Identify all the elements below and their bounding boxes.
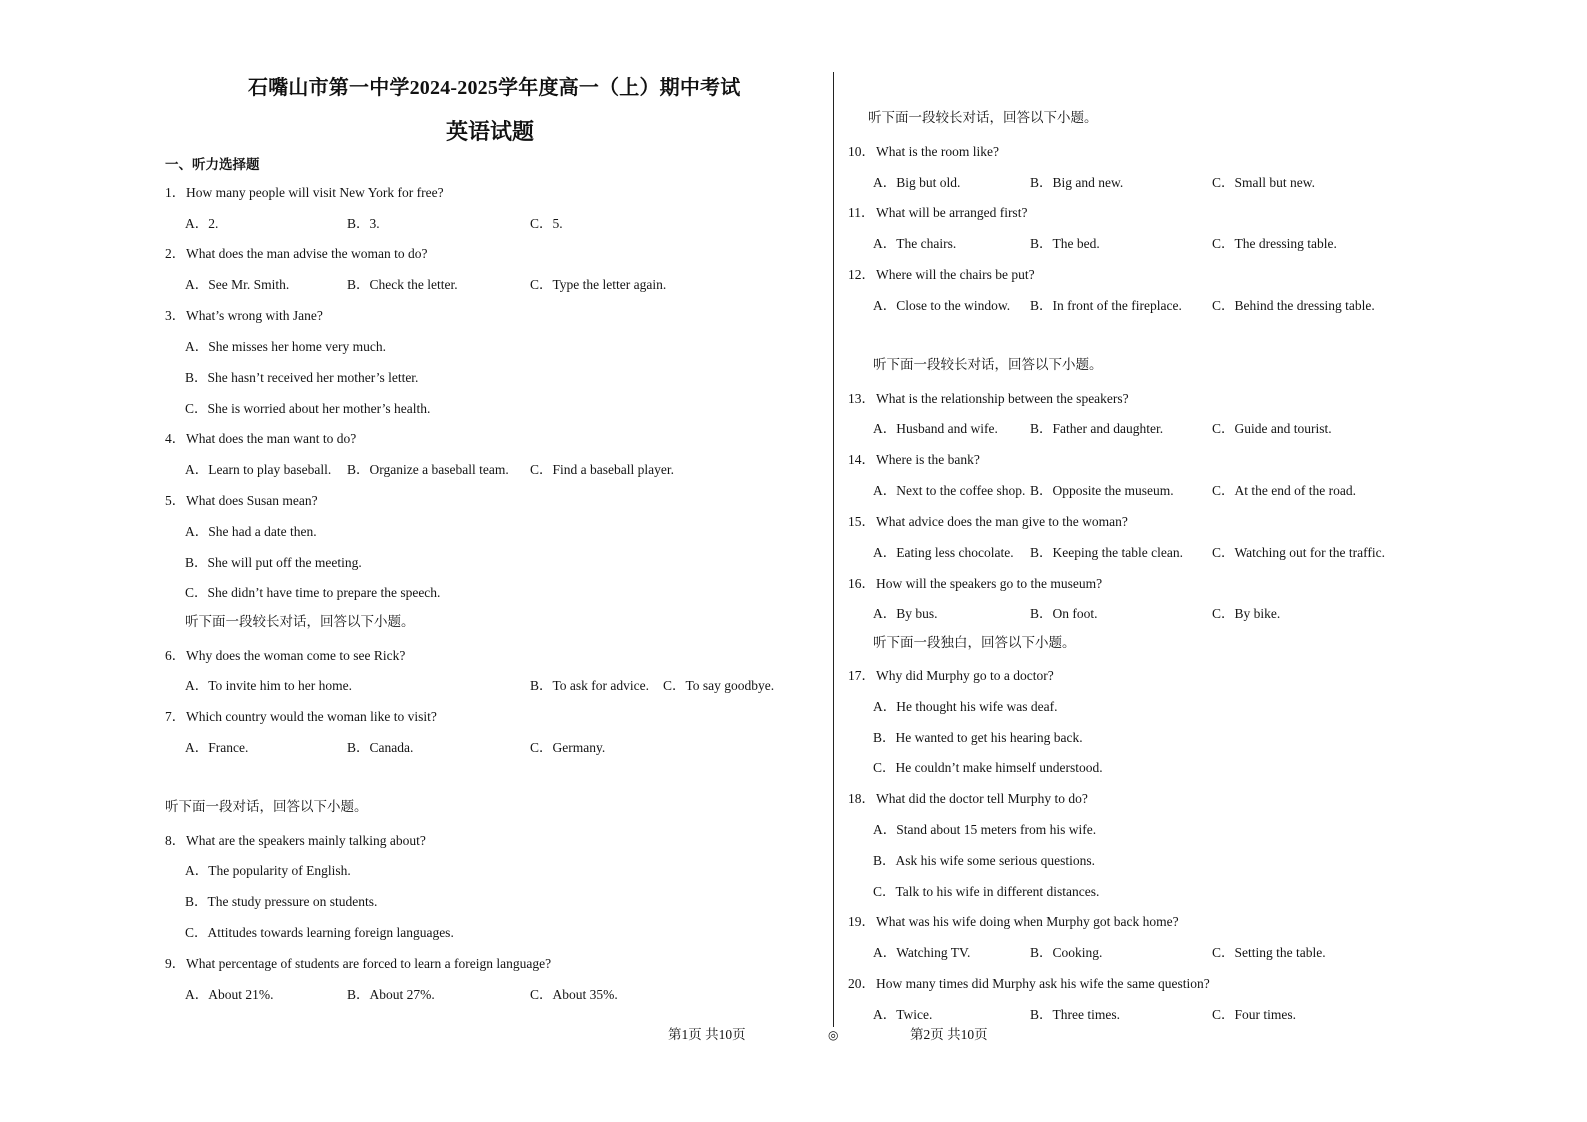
option-b: B．The study pressure on students.: [185, 894, 378, 909]
question-number: 14．: [848, 452, 875, 467]
option-b: B．Three times.: [1030, 1007, 1120, 1022]
section-heading: 一、听力选择题: [165, 157, 260, 172]
question-number: 13．: [848, 391, 875, 406]
option-a: A．She had a date then.: [185, 524, 317, 539]
option-a: A．Husband and wife.: [873, 421, 998, 436]
option-a: A．Close to the window.: [873, 298, 1011, 313]
question-stem: What is the relationship between the speakers?: [876, 391, 1129, 406]
question-stem: What are the speakers mainly talking about?: [186, 833, 426, 848]
option-b: B．Father and daughter.: [1030, 421, 1164, 436]
option-b: B．Cooking.: [1030, 945, 1103, 960]
question-stem: What percentage of students are forced to learn a foreign language?: [186, 956, 552, 971]
option-a: A．Twice.: [873, 1007, 933, 1022]
question-number: 16．: [848, 576, 875, 591]
option-a: A．By bus.: [873, 606, 938, 621]
question-number: 11．: [848, 205, 875, 220]
option-c: C．5.: [530, 216, 563, 231]
option-c: C．Four times.: [1212, 1007, 1297, 1022]
question-stem: What is the room like?: [876, 144, 999, 159]
instruction: 听下面一段较长对话，回答以下小题。: [873, 357, 1103, 372]
question-number: 5．: [165, 493, 186, 508]
option-a: A．She misses her home very much.: [185, 339, 386, 354]
option-b: B．In front of the fireplace.: [1030, 298, 1182, 313]
question-stem: What does Susan mean?: [186, 493, 318, 508]
question-stem: Where will the chairs be put?: [876, 267, 1035, 282]
option-b: B．He wanted to get his hearing back.: [873, 730, 1083, 745]
option-a: A．Next to the coffee shop.: [873, 483, 1026, 498]
option-c: C．Type the letter again.: [530, 277, 667, 292]
option-c: C．By bike.: [1212, 606, 1281, 621]
option-b: B．About 27%.: [347, 987, 435, 1002]
option-b: B．Big and new.: [1030, 175, 1124, 190]
option-c: C．Small but new.: [1212, 175, 1315, 190]
option-c: C．Watching out for the traffic.: [1212, 545, 1385, 560]
option-c: C．To say goodbye.: [663, 678, 775, 693]
option-a: A．2.: [185, 216, 219, 231]
option-c: C．She didn’t have time to prepare the speech.: [185, 585, 441, 600]
question-number: 2．: [165, 246, 186, 261]
option-b: B．To ask for advice.: [530, 678, 650, 693]
option-c: C．The dressing table.: [1212, 236, 1337, 251]
option-a: A．France.: [185, 740, 249, 755]
question-stem: How will the speakers go to the museum?: [876, 576, 1103, 591]
option-c: C．She is worried about her mother’s health.: [185, 401, 431, 416]
option-c: C．Behind the dressing table.: [1212, 298, 1375, 313]
question-number: 8．: [165, 833, 186, 848]
option-c: C．Talk to his wife in different distances.: [873, 884, 1100, 899]
option-c: C．Germany.: [530, 740, 606, 755]
question-number: 15．: [848, 514, 875, 529]
question-number: 7．: [165, 709, 186, 724]
question-stem: What will be arranged first?: [876, 205, 1028, 220]
question-stem: How many times did Murphy ask his wife the same question?: [876, 976, 1210, 991]
page-number-right: 第2页 共10页: [910, 1027, 988, 1042]
question-number: 9．: [165, 956, 186, 971]
center-mark-icon: ◎: [828, 1028, 839, 1042]
question-stem: What does the man advise the woman to do?: [186, 246, 428, 261]
option-c: C．At the end of the road.: [1212, 483, 1356, 498]
option-b: B．Organize a baseball team.: [347, 462, 509, 477]
question-number: 10．: [848, 144, 875, 159]
option-c: C．About 35%.: [530, 987, 618, 1002]
page-number-left: 第1页 共10页: [668, 1027, 746, 1042]
option-b: B．She hasn’t received her mother’s letter.: [185, 370, 419, 385]
option-a: A．See Mr. Smith.: [185, 277, 290, 292]
option-b: B．The bed.: [1030, 236, 1100, 251]
option-c: C．Guide and tourist.: [1212, 421, 1332, 436]
option-c: C．Setting the table.: [1212, 945, 1326, 960]
option-a: A．The popularity of English.: [185, 863, 351, 878]
option-b: B．3.: [347, 216, 380, 231]
option-a: A．Learn to play baseball.: [185, 462, 332, 477]
option-a: A．About 21%.: [185, 987, 274, 1002]
option-a: A．To invite him to her home.: [185, 678, 353, 693]
option-a: A．Eating less chocolate.: [873, 545, 1014, 560]
question-number: 18．: [848, 791, 875, 806]
question-stem: Why does the woman come to see Rick?: [186, 648, 406, 663]
option-b: B．On foot.: [1030, 606, 1098, 621]
option-b: B．Opposite the museum.: [1030, 483, 1174, 498]
question-stem: What did the doctor tell Murphy to do?: [876, 791, 1088, 806]
instruction: 听下面一段较长对话，回答以下小题。: [868, 110, 1098, 125]
question-number: 19．: [848, 914, 875, 929]
question-number: 17．: [848, 668, 875, 683]
option-c: C．Attitudes towards learning foreign languages.: [185, 925, 454, 940]
question-stem: What advice does the man give to the woman?: [876, 514, 1128, 529]
question-stem: How many people will visit New York for free?: [186, 185, 444, 200]
column-divider: [833, 72, 834, 1027]
question-number: 6．: [165, 648, 186, 663]
exam-subtitle: 英语试题: [446, 120, 535, 145]
question-number: 20．: [848, 976, 875, 991]
option-c: C．He couldn’t make himself understood.: [873, 760, 1103, 775]
question-stem: Where is the bank?: [876, 452, 980, 467]
question-stem: Why did Murphy go to a doctor?: [876, 668, 1054, 683]
instruction: 听下面一段独白，回答以下小题。: [873, 635, 1076, 650]
question-stem: What was his wife doing when Murphy got back home?: [876, 914, 1179, 929]
option-b: B．Keeping the table clean.: [1030, 545, 1183, 560]
instruction: 听下面一段较长对话，回答以下小题。: [185, 614, 415, 629]
option-a: A．Watching TV.: [873, 945, 971, 960]
question-number: 1．: [165, 185, 186, 200]
option-b: B．She will put off the meeting.: [185, 555, 362, 570]
option-b: B．Canada.: [347, 740, 414, 755]
question-stem: What’s wrong with Jane?: [186, 308, 323, 323]
exam-title: 石嘴山市第一中学2024-2025学年度高一（上）期中考试: [248, 77, 741, 99]
question-stem: Which country would the woman like to visit?: [186, 709, 437, 724]
option-b: B．Ask his wife some serious questions.: [873, 853, 1095, 868]
option-c: C．Find a baseball player.: [530, 462, 674, 477]
question-stem: What does the man want to do?: [186, 431, 357, 446]
option-a: A．Stand about 15 meters from his wife.: [873, 822, 1097, 837]
question-number: 4．: [165, 431, 186, 446]
option-a: A．He thought his wife was deaf.: [873, 699, 1058, 714]
question-number: 12．: [848, 267, 875, 282]
question-number: 3．: [165, 308, 186, 323]
option-a: A．Big but old.: [873, 175, 961, 190]
instruction: 听下面一段对话，回答以下小题。: [165, 799, 368, 814]
option-a: A．The chairs.: [873, 236, 957, 251]
option-b: B．Check the letter.: [347, 277, 458, 292]
